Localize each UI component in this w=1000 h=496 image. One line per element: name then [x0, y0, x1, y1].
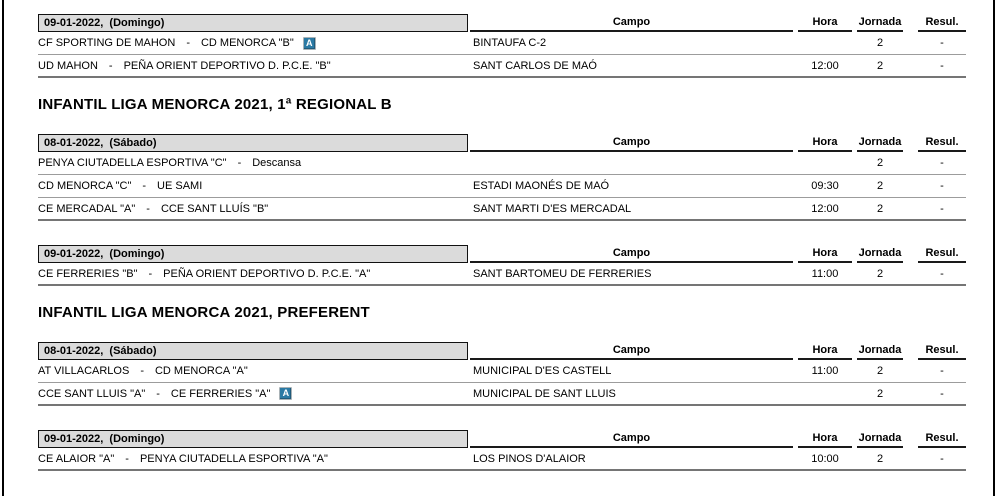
column-header-resul: Resul.	[918, 134, 966, 152]
resul-cell: -	[940, 37, 944, 49]
away-team: CE FERRERIES "A"	[170, 387, 271, 400]
hora-cell: 12:00	[811, 59, 839, 72]
date-cell	[38, 245, 468, 263]
date-box	[38, 430, 468, 448]
away-team: PEÑA ORIENT DEPORTIVO D. P.C.E. "A"	[163, 267, 371, 280]
campo-cell: BINTAUFA C-2	[473, 37, 547, 49]
date-box	[38, 245, 468, 263]
campo-cell: MUNICIPAL D'ES CASTELL	[473, 365, 612, 377]
home-team: CF SPORTING DE MAHON	[38, 37, 176, 49]
jornada-cell: 2	[876, 59, 884, 72]
teams-separator: -	[237, 157, 242, 169]
campo-cell: ESTADI MAONÉS DE MAÓ	[473, 180, 610, 192]
table-row	[38, 448, 966, 471]
table-row	[38, 383, 966, 406]
fixture-line	[38, 37, 468, 50]
teams-separator: -	[146, 202, 150, 215]
matchday-table	[38, 342, 966, 406]
table-row	[38, 263, 966, 286]
column-header-campo: Campo	[470, 14, 793, 32]
campo-cell: MUNICIPAL DE SANT LLUIS	[473, 387, 616, 400]
date-label: 09-01-2022, (Domingo)	[44, 248, 165, 260]
resul-cell: -	[940, 202, 944, 215]
date-box	[38, 14, 468, 32]
column-header-resul: Resul.	[918, 342, 966, 360]
column-header-resul: Resul.	[918, 245, 966, 263]
date-cell	[38, 430, 468, 448]
fixture-cell	[38, 157, 468, 169]
column-header-campo: Campo	[470, 245, 793, 263]
league-title: INFANTIL LIGA MENORCA 2021, 1ª REGIONAL B	[38, 96, 392, 113]
date-cell	[38, 14, 468, 32]
hora-cell: 12:00	[811, 202, 839, 215]
hora-cell: 11:00	[811, 365, 839, 377]
date-box	[38, 342, 468, 360]
column-header-hora: Hora	[798, 342, 852, 360]
table-row	[38, 32, 966, 55]
column-header-hora: Hora	[798, 245, 852, 263]
column-header-jornada: Jornada	[857, 342, 903, 360]
home-team: CE FERRERIES "B"	[38, 267, 138, 280]
resul-cell: -	[940, 157, 944, 169]
campo-cell: SANT MARTI D'ES MERCADAL	[473, 202, 632, 215]
campo-cell: LOS PINOS D'ALAIOR	[473, 452, 586, 465]
fixture-cell	[38, 453, 468, 465]
fixture-cell	[38, 387, 468, 400]
teams-separator: -	[142, 180, 147, 192]
home-team: UD MAHON	[38, 59, 98, 72]
hora-cell: 09:30	[811, 180, 839, 192]
away-team: PEÑA ORIENT DEPORTIVO D. P.C.E. "B"	[123, 59, 331, 72]
date-label: 09-01-2022, (Domingo)	[44, 17, 165, 29]
jornada-cell: 2	[876, 37, 884, 49]
league-subtables	[38, 14, 966, 78]
table-row	[38, 175, 966, 198]
fixture-cell	[38, 203, 468, 215]
jornada-cell: 2	[876, 157, 884, 169]
away-team: PENYA CIUTADELLA ESPORTIVA "A"	[139, 452, 328, 465]
fixture-line	[38, 180, 468, 192]
date-cell	[38, 342, 468, 360]
fixture-line	[38, 60, 468, 72]
matchday-header-row	[38, 14, 966, 32]
home-team: AT VILLACARLOS	[38, 365, 130, 377]
date-label: 08-01-2022, (Sábado)	[44, 137, 157, 149]
resul-cell: -	[940, 59, 944, 72]
away-team: CD MENORCA "B"	[200, 37, 294, 49]
table-row	[38, 198, 966, 221]
matchday-header-row	[38, 134, 966, 152]
teams-separator: -	[186, 37, 190, 49]
column-header-campo: Campo	[470, 342, 793, 360]
date-cell	[38, 134, 468, 152]
fixture-cell	[38, 180, 468, 192]
column-header-campo: Campo	[470, 430, 793, 448]
jornada-cell: 2	[876, 267, 884, 280]
jornada-cell: 2	[876, 365, 884, 377]
home-team: CD MENORCA "C"	[38, 180, 132, 192]
column-header-jornada: Jornada	[857, 134, 903, 152]
date-label: 09-01-2022, (Domingo)	[44, 433, 165, 445]
column-header-campo: Campo	[470, 134, 793, 152]
page-left-border	[2, 0, 4, 496]
fixture-line	[38, 387, 468, 400]
jornada-cell: 2	[876, 180, 884, 192]
table-row	[38, 360, 966, 383]
column-header-hora: Hora	[798, 134, 852, 152]
matchday-table	[38, 14, 966, 78]
fixture-line	[38, 365, 468, 377]
resul-cell: -	[940, 180, 944, 192]
table-row	[38, 55, 966, 78]
matchday-header-row	[38, 430, 966, 448]
resul-cell: -	[940, 387, 944, 400]
teams-separator: -	[156, 387, 160, 400]
home-team: CE ALAIOR "A"	[38, 452, 115, 465]
home-team: PENYA CIUTADELLA ESPORTIVA "C"	[38, 157, 227, 169]
home-team: CCE SANT LLUIS "A"	[38, 387, 146, 400]
fixture-cell	[38, 60, 468, 72]
date-box	[38, 134, 468, 152]
fixture-line	[38, 268, 468, 280]
away-team: UE SAMI	[157, 180, 203, 192]
campo-cell: SANT BARTOMEU DE FERRERIES	[473, 267, 652, 280]
column-header-resul: Resul.	[918, 14, 966, 32]
teams-separator: -	[108, 59, 113, 72]
column-header-jornada: Jornada	[857, 430, 903, 448]
fixture-cell	[38, 268, 468, 280]
fixture-line	[38, 453, 468, 465]
column-header-resul: Resul.	[918, 430, 966, 448]
date-label: 08-01-2022, (Sábado)	[44, 345, 157, 357]
league-section	[38, 14, 966, 78]
home-team: CE MERCADAL "A"	[38, 202, 136, 215]
away-team: CCE SANT LLUÍS "B"	[160, 202, 269, 215]
matchday-header-row	[38, 245, 966, 263]
hora-cell: 11:00	[811, 267, 839, 280]
resul-cell: -	[940, 365, 944, 377]
fixture-cell	[38, 365, 468, 377]
resul-cell: -	[940, 267, 944, 280]
column-header-hora: Hora	[798, 14, 852, 32]
league-subtables	[38, 342, 966, 471]
fixture-line	[38, 203, 468, 215]
matchday-header-row	[38, 342, 966, 360]
schedule-content	[38, 14, 966, 471]
teams-separator: -	[125, 452, 129, 465]
matchday-table	[38, 430, 966, 471]
column-header-jornada: Jornada	[857, 14, 903, 32]
away-team: CD MENORCA "A"	[154, 365, 248, 377]
a-badge-icon[interactable]: A	[279, 387, 292, 400]
league-section	[38, 304, 966, 471]
resul-cell: -	[940, 452, 944, 465]
column-header-jornada: Jornada	[857, 245, 903, 263]
teams-separator: -	[140, 365, 144, 377]
jornada-cell: 2	[876, 202, 884, 215]
league-section	[38, 96, 966, 286]
league-title: INFANTIL LIGA MENORCA 2021, PREFERENT	[38, 304, 370, 321]
hora-cell: 10:00	[811, 452, 839, 465]
matchday-table	[38, 134, 966, 221]
teams-separator: -	[148, 267, 153, 280]
jornada-cell: 2	[876, 387, 884, 400]
table-row	[38, 152, 966, 175]
away-team: Descansa	[252, 157, 302, 169]
page-right-border	[993, 0, 995, 496]
a-badge-icon[interactable]: A	[303, 37, 316, 50]
fixture-cell	[38, 37, 468, 50]
jornada-cell: 2	[876, 452, 884, 465]
campo-cell: SANT CARLOS DE MAÓ	[473, 59, 597, 72]
fixture-line	[38, 157, 468, 169]
league-subtables	[38, 134, 966, 286]
column-header-hora: Hora	[798, 430, 852, 448]
matchday-table	[38, 245, 966, 286]
